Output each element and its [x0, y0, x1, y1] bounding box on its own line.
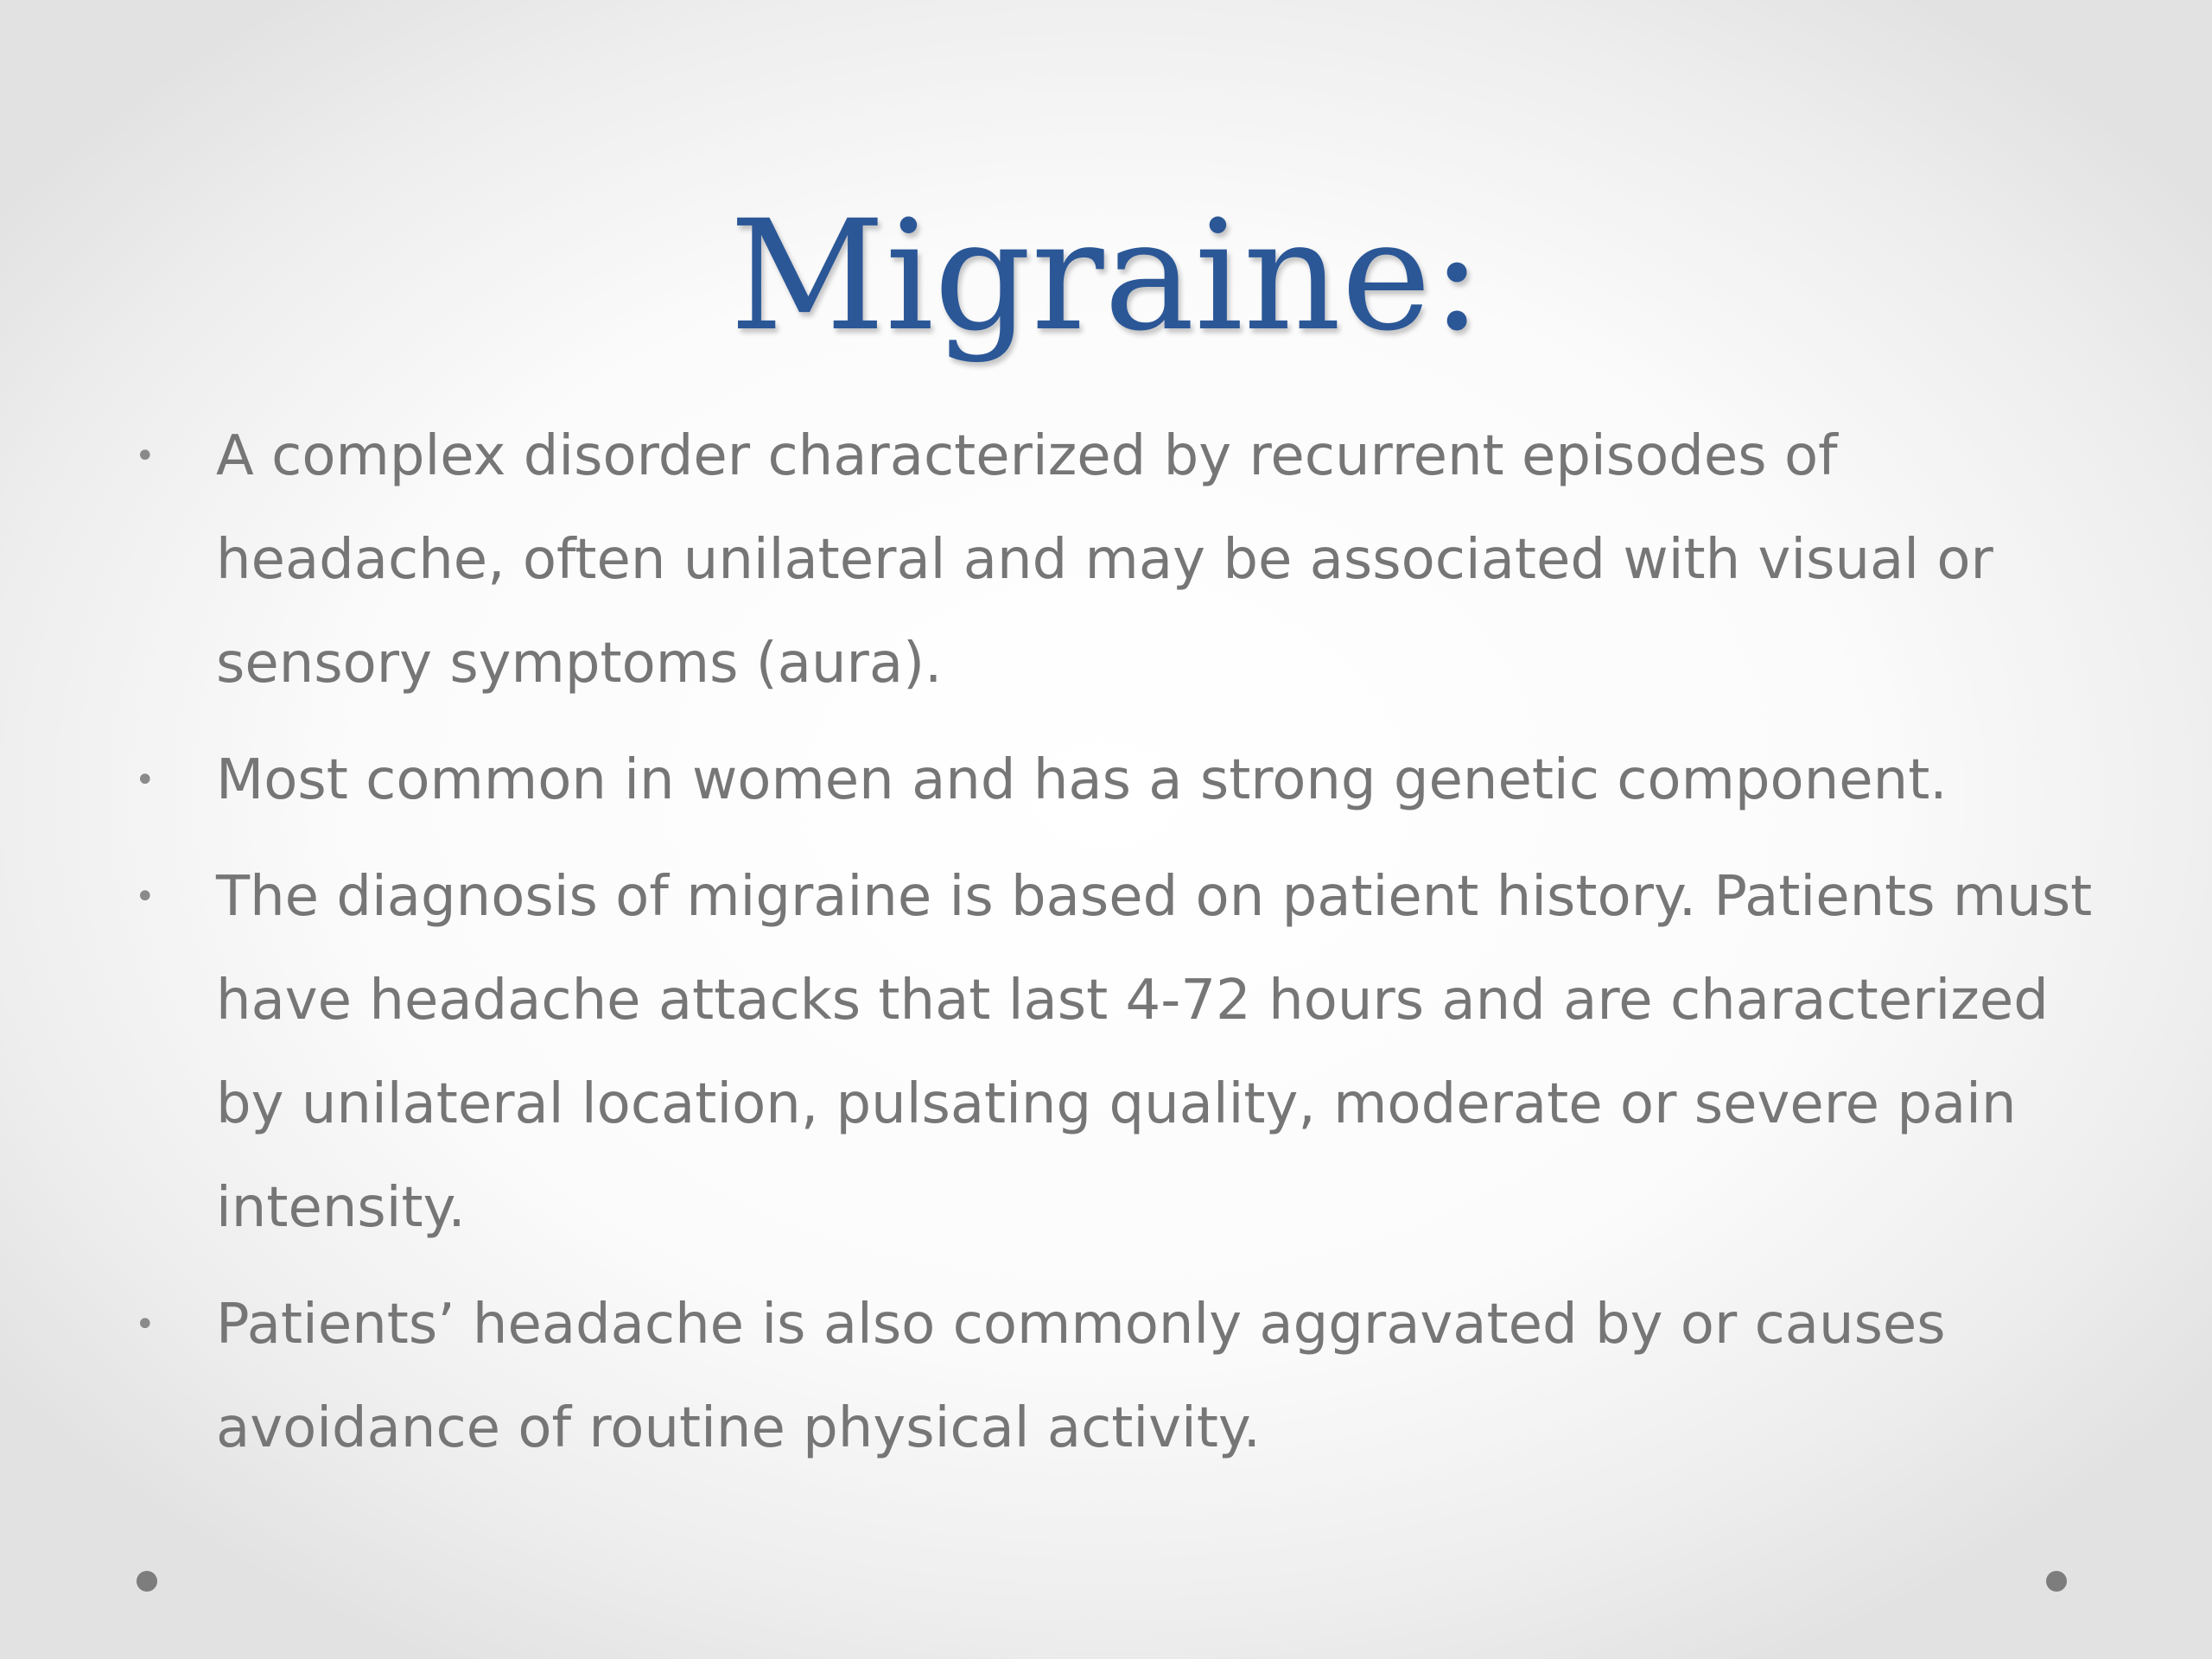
bullet-item — [130, 1273, 2100, 1480]
bullet-text: Patients’ headache is also commonly aggravated by or causes avoidance of routine physical activity. — [216, 1293, 1946, 1460]
decorative-dot-icon — [137, 1571, 157, 1592]
bullet-dot-icon: • — [135, 877, 156, 917]
bullet-item — [130, 404, 2100, 715]
bullet-item — [130, 728, 2100, 832]
bullet-item — [130, 845, 2100, 1260]
bullet-text: Most common in women and has a strong genetic component. — [216, 748, 1948, 812]
bullet-dot-icon: • — [135, 436, 156, 476]
bullet-text: The diagnosis of migraine is based on patient history. Patients must have headache attacks that last 4-72 hours and are characterized by unilateral location, pulsating quality, moderate or severe pain intensity. — [216, 865, 2093, 1240]
decorative-dot-icon — [2046, 1571, 2067, 1592]
slide-title: Migraine: — [729, 188, 1483, 365]
bullet-text: A complex disorder characterized by recurrent episodes of headache, often unilateral and may be associated with visual or sensory symptoms (aura). — [216, 424, 1993, 696]
bullet-dot-icon: • — [135, 760, 156, 800]
bullet-list — [130, 404, 2100, 1493]
bullet-dot-icon: • — [135, 1305, 156, 1344]
